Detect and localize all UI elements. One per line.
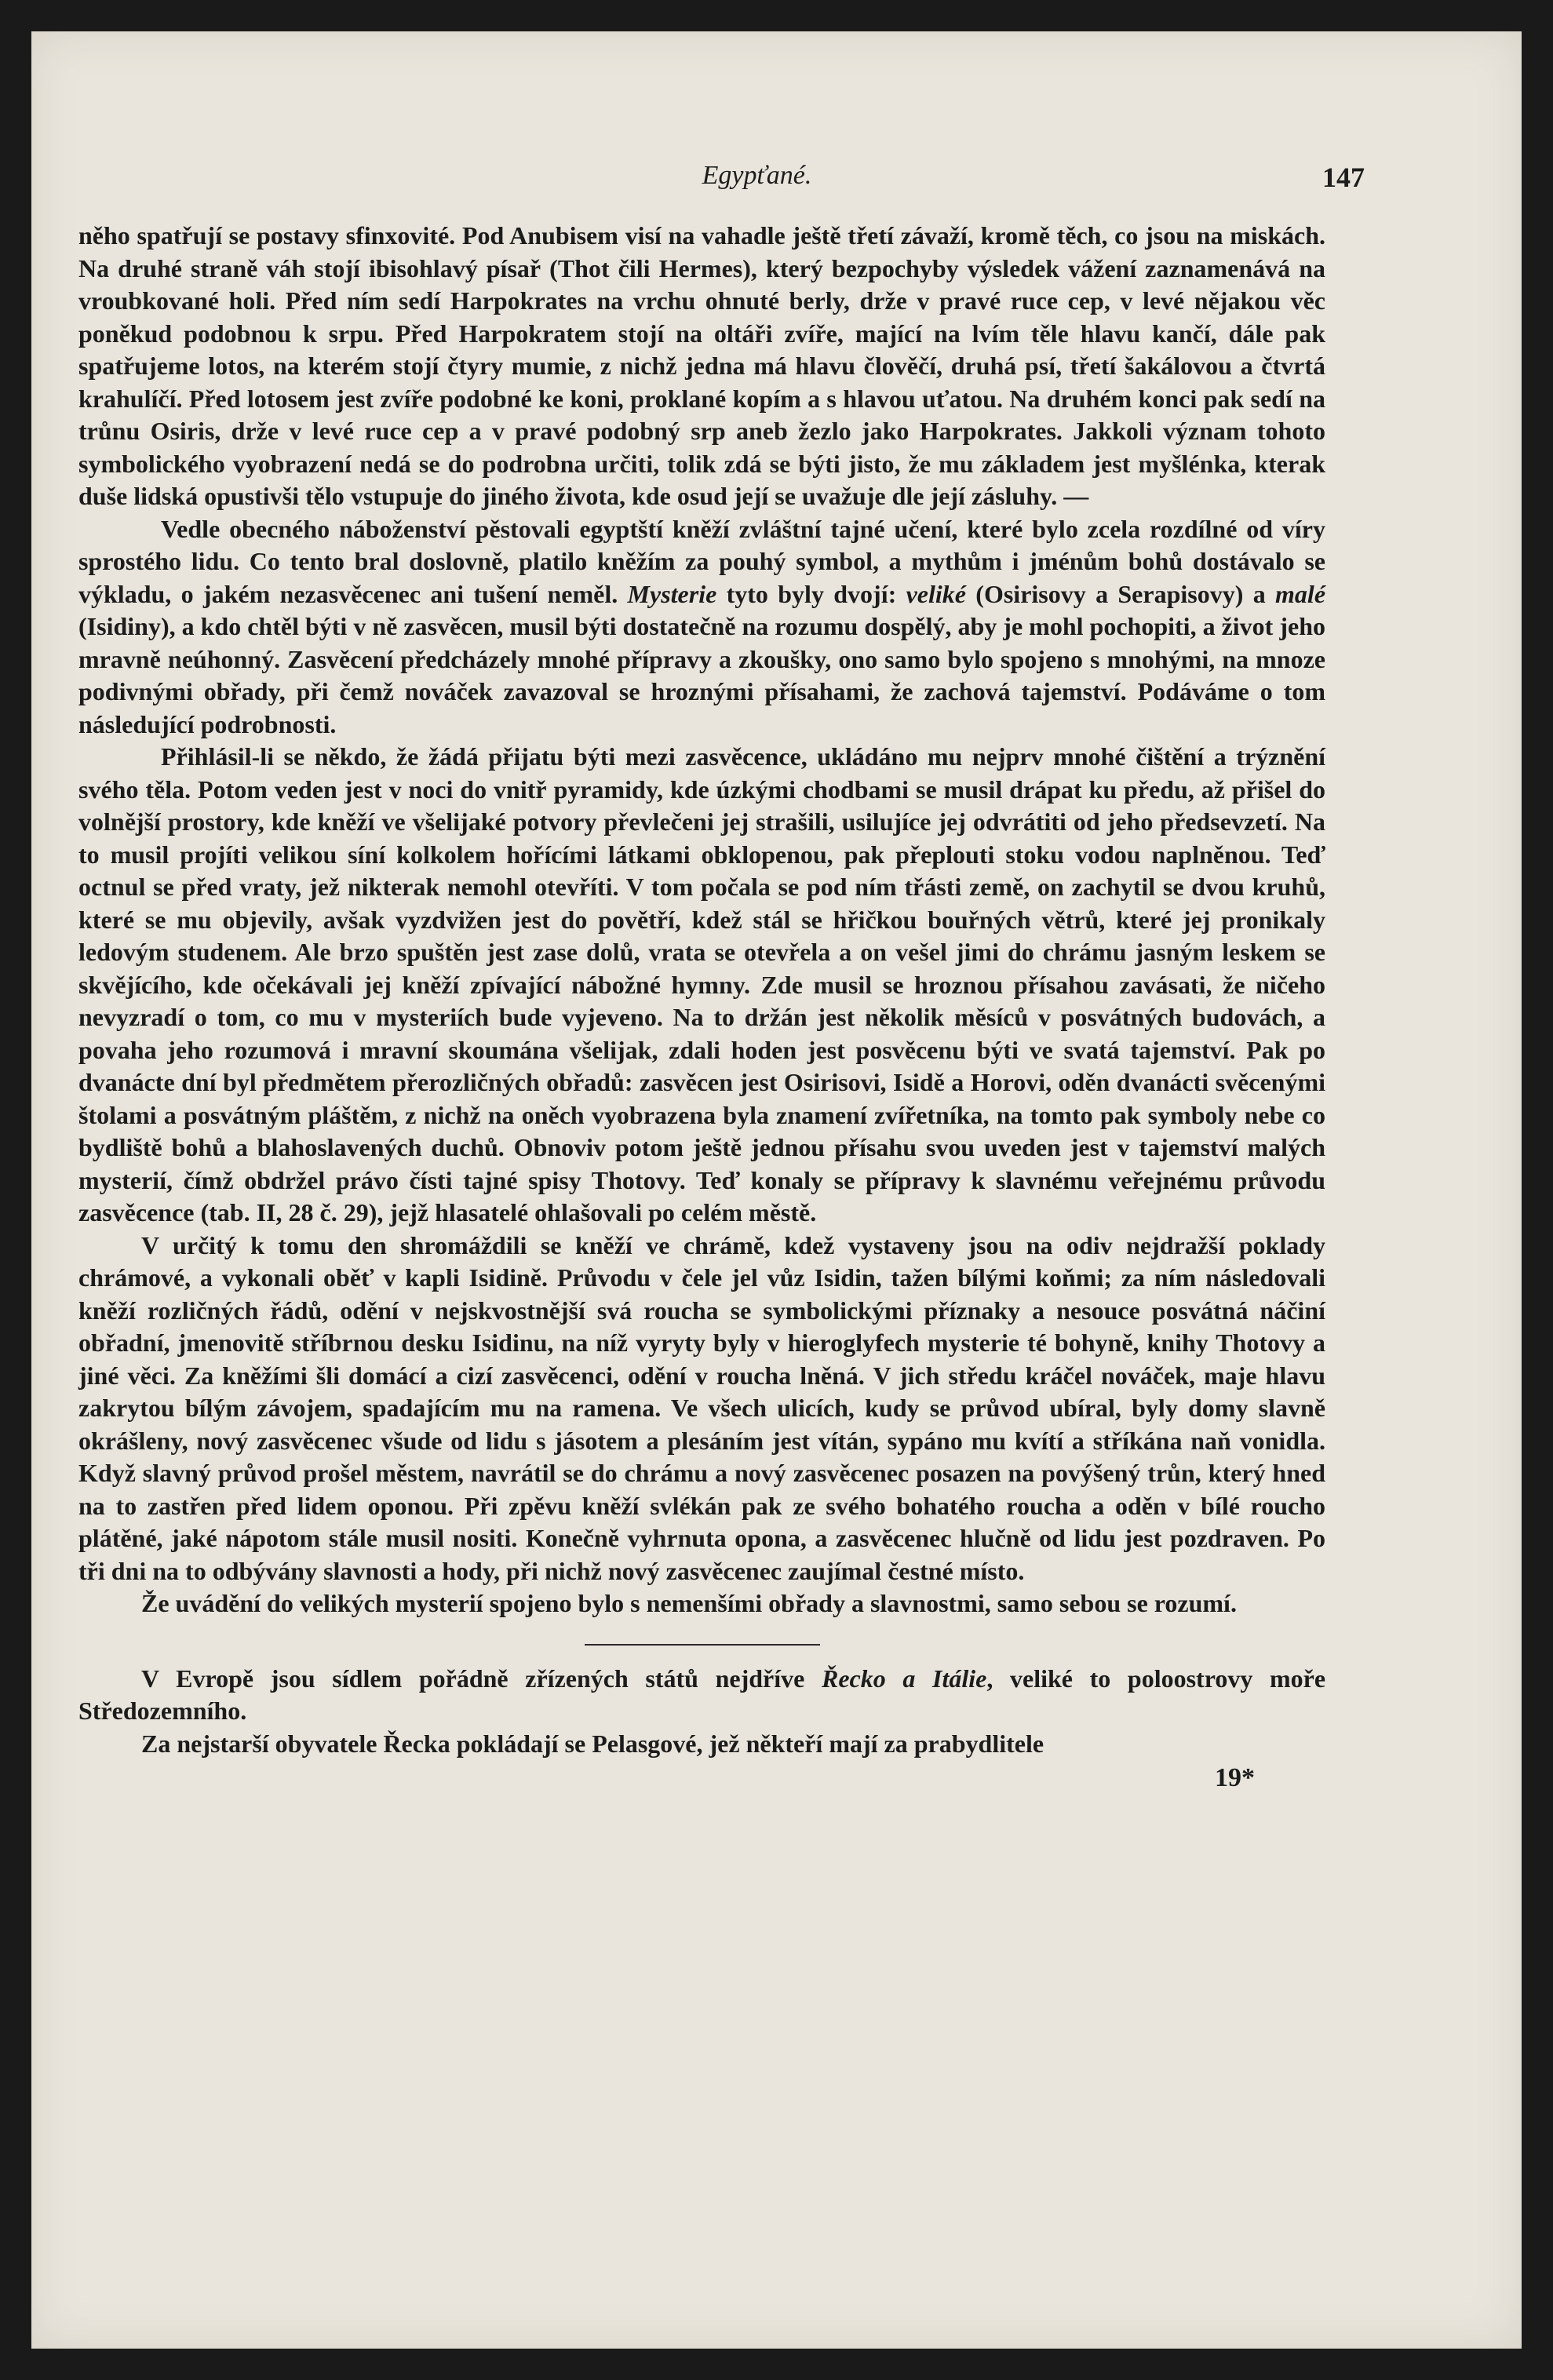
italic-term: malé	[1275, 579, 1326, 608]
signature-mark: 19*	[1215, 1763, 1255, 1792]
italic-term: Řecko a Itálie	[822, 1664, 987, 1693]
text-run: , veliké to poloostrovy moře Středozemního.	[78, 1664, 1326, 1725]
paragraph	[78, 513, 1325, 742]
text-run: V určitý k tomu den shromáždili se kněží ve chrámě, kdež vystaveny jsou na odiv nejdražší poklady chrámové, a vykonali oběť v kapli Isidině. Průvodu v čele jel vůz Isidin, tažen bílými koňmi; za ním následovali kněží rozličných řádů, odění v nejskvostnější svá roucha se symbolickými příznaky a nesouce posvátná náčiní obřadní, jmenovitě stříbrnou desku Isidinu, na níž vyryty byly v hieroglyfech mysterie té bohyně, knihy Thotovy a jiné věci. Za kněžími šli domácí a cizí zasvěcenci, odění v roucha lněná. V jich středu kráčel nováček, maje hlavu zakrytou bílým závojem, spadajícím mu na ramena. Ve všech ulicích, kudy se průvod ubíral, byly domy slavně okrášleny, nový zasvěcenec všude od lidu s jásotem a plesáním jest vítán, sypáno mu kvítí a stříkána naň vonidla. Když slavný průvod prošel městem, navrátil se do chrámu a nový zasvěcenec posazen na povýšený trůn, který hned na to zastřen před lidem oponou. Při zpěvu kněží svlékán pak ze svého bohatého roucha a oděn v bílé roucho plátěné, jaké nápotom stále musil nositi. Konečně vyhrnuta opona, a zasvěcenec hlučně od lidu jest pozdraven. Po tři dni na to odbývány slavnosti a hody, při nichž nový zasvěcenec zaujímal čestné místo.	[78, 1230, 1325, 1585]
text-run: tyto byly dvojí:	[716, 579, 906, 608]
page-header	[149, 161, 1365, 200]
text-run: něho spatřují se postavy sfinxovité. Pod Anubisem visí na vahadle ještě třetí závaží, kromě těch, co jsou na miskách. Na druhé straně váh stojí ibisohlavý písař (Thot čili Hermes), který bezpochyby výsledek vážení zaznamenává na vroubkované holi. Před ním sedí Harpokrates na vrchu ohnuté berly, drže v pravé ruce cep, v levé nějakou věc poněkud podobnou k srpu. Před Harpokratem stojí na oltáři zvíře, mající na lvím těle hlavu kančí, dále pak spatřujeme lotos, na kterém stojí čtyry mumie, z nichž jedna má hlavu člověčí, druhá psí, třetí šakálovou a čtvrtá krahulíčí. Před lotosem jest zvíře podobné ke koni, proklané kopím a s hlavou uťatou. Na druhém konci pak sedí na trůnu Osiris, drže v levé ruce cep a v pravé podobný srp aneb žezlo jako Harpokrates. Jakkoli význam tohoto symbolického vyobrazení nedá se do podrobna určiti, tolik zdá se býti jisto, že mu základem jest myšlénka, kterak duše lidská opustivši tělo vstupuje do jiného života, kde osud její se uvažuje dle její zásluhy. —	[78, 221, 1325, 510]
text-run: Přihlásil-li se někdo, že žádá přijatu býti mezi zasvěcence, ukládáno mu nejprv mnohé čištění a trýznění svého těla. Potom veden jest v noci do vnitř pyramidy, kde úzkými chodbami se musil drápat ku předu, až přišel do volnější prostory, kde kněží ve všelijaké potvory převlečeni jej strašili, usilujíce jej odvrátiti od jeho předsevzetí. Na to musil projíti velikou síní kolkolem hořícími látkami obklopenou, pak přeplouti stoku vodou naplněnou. Teď octnul se před vraty, jež nikterak nemohl otevříti. V tom počala se pod ním třásti země, on zachytil se dvou kruhů, které se mu objevily, avšak vyzdvižen jest do povětří, kdež stál se hřičkou bouřných větrů, které jej pronikaly ledovým studenem. Ale brzo spuštěn jest zase dolů, vrata se otevřela a on vešel jimi do chrámu jasným leskem se skvějícího, kde očekávali jej kněží zpívající nábožné hymny. Zde musil se hroznou přísahou zavásati, že ničeho nevyzradí o tom, co mu v mysteriích bude vyjeveno. Na to držán jest několik měsíců v posvátných budovách, a povaha jeho rozumová i mravní skoumána všelijak, zdali hoden jest posvěcenu býti ve svatá tajemství. Pak po dvanácte dní byl předmětem přerozličných obřadů: zasvěcen jest Osirisovi, Isidě a Horovi, oděn dvanácti svěcenými štolami a posvátným pláštěm, z nichž na oněch vyobrazena byla znamení zvířetníka, na tomto pak symboly nebe co bydliště bohů a blahoslavených duchů. Obnoviv potom ještě jednou přísahu svou uveden jest v tajemství malých mysterií, čímž obdržel právo čísti tajné spisy Thotovy. Teď konaly se přípravy k slavnému veřejnému průvodu zasvěcence (tab. II, 28 č. 29), jejž hlasatelé ohlašovali po celém městě.	[78, 742, 1325, 1226]
paragraph	[78, 220, 1325, 513]
text-run: (Osirisovy a Serapisovy) a	[965, 579, 1276, 608]
paragraph	[78, 1230, 1325, 1588]
text-run: Že uvádění do velikých mysterií spojeno bylo s nemenšími obřady a slavnostmi, samo sebou se rozumí.	[141, 1589, 1237, 1617]
section-divider	[585, 1644, 820, 1646]
text-run: Vedle obecného náboženství pěstovali egyptští kněží zvláštní tajné učení, které bylo zcela rozdílné od víry sprostého lidu. Co tento bral doslovně, platilo kněžím za pouhý symbol, a mythům i jménům bohů dostávalo se výkladu, o jakém nezasvěcenec ani tušení neměl.	[78, 514, 1325, 608]
paragraph	[78, 1663, 1325, 1728]
body-text	[78, 220, 1325, 1795]
italic-term: veliké	[906, 579, 966, 608]
text-run: V Evropě jsou sídlem pořádně zřízených států nejdříve	[141, 1664, 822, 1693]
running-title: Egypťané.	[702, 161, 812, 190]
section-paragraphs	[78, 1663, 1325, 1761]
main-paragraphs	[78, 220, 1325, 1620]
scanned-page	[31, 31, 1522, 2349]
text-run: Za nejstarší obyvatele Řecka pokládají se Pelasgové, jež někteří mají za prabydlitele	[141, 1729, 1044, 1758]
page-number: 147	[1322, 162, 1365, 193]
paragraph	[78, 1728, 1325, 1761]
text-run: (Isidiny), a kdo chtěl býti v ně zasvěcen, musil býti dostatečně na rozumu dospělý, aby je mohl pochopiti, a život jeho mravně neúhonný. Zasvěcení předcházely mnohé přípravy a zkoušky, ono samo bylo spojeno s mnohými, na mnoze podivnými obřady, při čemž nováček zavazoval se hroznými přísahami, že zachová tajemství. Podáváme o tom následující podrobnosti.	[78, 612, 1325, 738]
paragraph	[78, 741, 1325, 1230]
paragraph	[78, 1587, 1325, 1620]
italic-term: Mysterie	[627, 579, 717, 608]
